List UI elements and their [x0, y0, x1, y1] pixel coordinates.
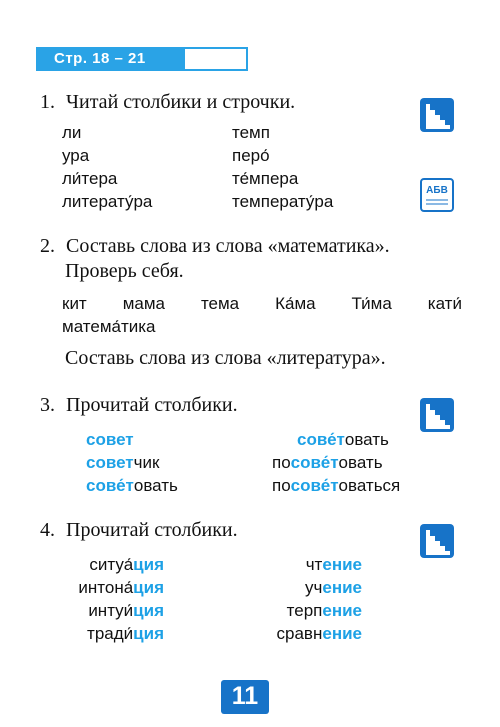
task-2-heading	[40, 234, 390, 284]
task-1-title: Читай столбики и строчки.	[66, 91, 296, 113]
word: советчик	[86, 453, 160, 472]
word: чтение	[305, 555, 362, 574]
word: ситуа́ция	[89, 555, 164, 574]
word: интуи́ция	[88, 601, 164, 620]
task-4-right-column	[250, 553, 362, 645]
task-3-left-column	[86, 428, 178, 497]
word: посове́товать	[272, 453, 383, 472]
word: те́мпера	[232, 169, 299, 188]
task-2-subtitle: Проверь себя.	[65, 260, 184, 282]
word: ли́тера	[62, 169, 118, 188]
word: интона́ция	[78, 578, 164, 597]
task-3-right-column	[272, 428, 400, 497]
task-4-number: 4.	[40, 519, 55, 541]
task-3-heading	[40, 393, 238, 418]
task-3-number: 3.	[40, 394, 55, 416]
word: ура	[62, 146, 90, 165]
word: мама	[122, 294, 165, 313]
word: ли	[62, 123, 82, 142]
reading-stairs-icon	[420, 98, 454, 132]
word: совет	[86, 430, 134, 449]
reading-stairs-icon	[420, 524, 454, 558]
word: Ка́ма	[275, 294, 316, 313]
task-1-left-column	[62, 121, 152, 213]
task-3-title: Прочитай столбики.	[66, 394, 238, 416]
word: Ти́ма	[351, 294, 392, 313]
word: терпение	[286, 601, 362, 620]
word: температу́ра	[232, 192, 334, 211]
word: сравнение	[276, 624, 362, 643]
task-2-words-row	[62, 292, 462, 315]
word: посове́товаться	[272, 476, 401, 495]
task-1-right-column	[232, 121, 333, 213]
word: литерату́ра	[62, 192, 153, 211]
task-2-title: Составь слова из слова «математика».	[66, 235, 390, 257]
word: тема	[200, 294, 240, 313]
alphabet-icon-label: АБВ	[426, 185, 448, 196]
task-1-heading	[40, 90, 295, 115]
task-4-title: Прочитай столбики.	[66, 519, 238, 541]
word: темп	[232, 123, 270, 142]
page-number: 11	[231, 682, 259, 710]
word: сове́товать	[297, 430, 389, 449]
word: сове́товать	[86, 476, 178, 495]
task-4-heading	[40, 518, 238, 543]
task-1-number: 1.	[40, 91, 55, 113]
word: тради́ция	[87, 624, 164, 643]
page-number-badge	[221, 680, 269, 714]
reading-stairs-icon	[420, 398, 454, 432]
word: матема́тика	[62, 317, 156, 336]
task-2-number: 2.	[40, 235, 55, 257]
page-range-label: Стр. 18 – 21	[54, 50, 146, 67]
page-range-banner	[36, 47, 248, 71]
word: кати́	[427, 294, 462, 313]
word: учение	[305, 578, 362, 597]
word: кит	[62, 294, 87, 313]
alphabet-book-icon	[420, 178, 454, 212]
task-2-extra: Составь слова из слова «литература».	[65, 347, 386, 369]
task-4-left-column	[60, 553, 164, 645]
word: перо́	[232, 146, 270, 165]
